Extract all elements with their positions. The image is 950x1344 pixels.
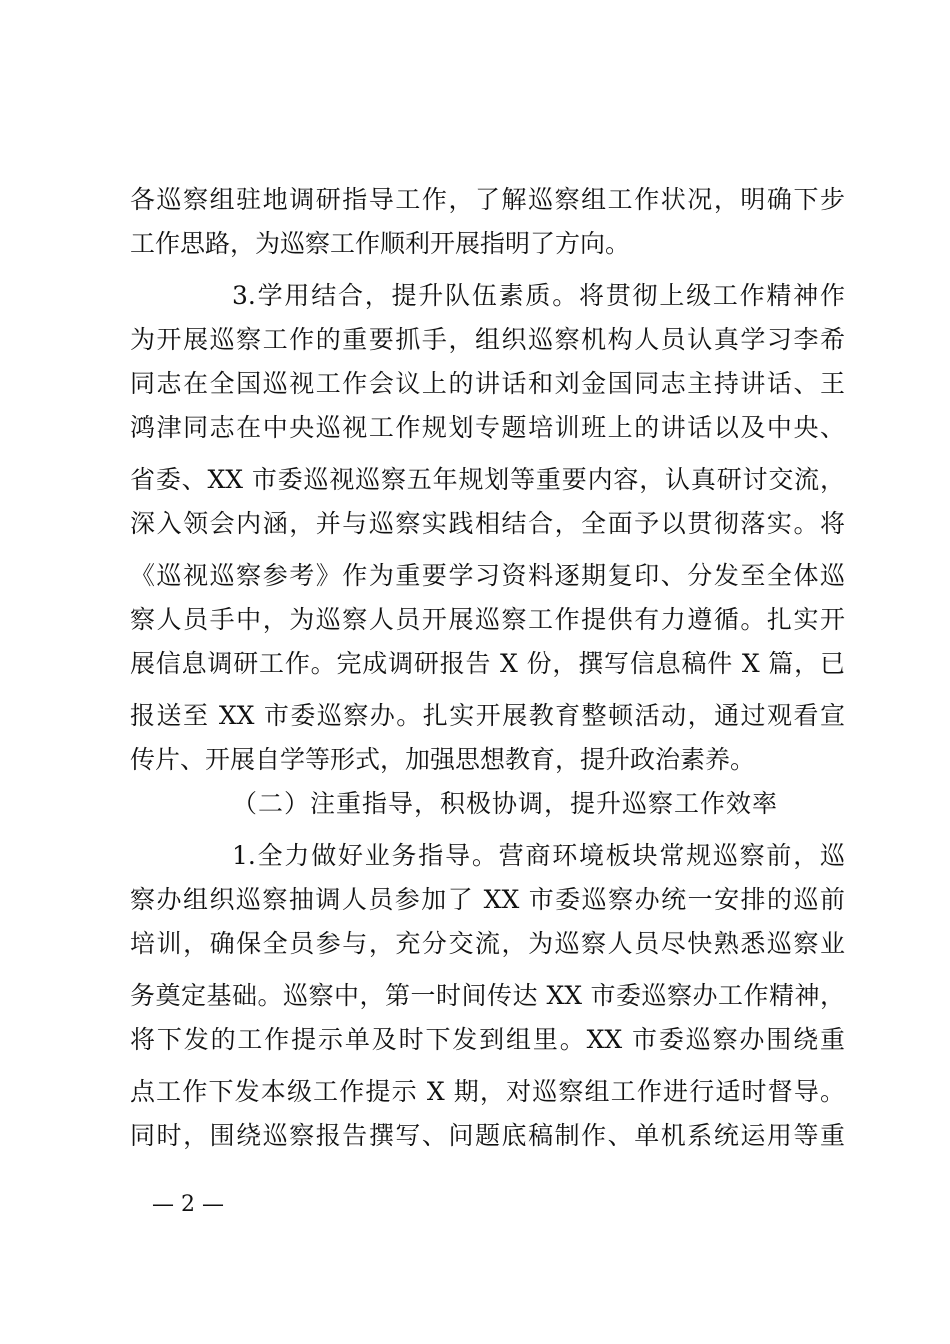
body-text-line: 工作思路，为巡察工作顺利开展指明了方向。: [130, 229, 631, 258]
body-text-line: 《巡视巡察参考》作为重要学习资料逐期复印、分发至全体巡: [130, 561, 845, 590]
body-text-line: 传片、开展自学等形式，加强思想教育，提升政治素养。: [130, 745, 756, 774]
section-item-line: 3.学用结合，提升队伍素质。将贯彻上级工作精神作: [232, 281, 845, 310]
body-text-line: 报送至 XX 市委巡察办。扎实开展教育整顿活动，通过观看宣: [130, 701, 845, 730]
body-text-line: 点工作下发本级工作提示 X 期，对巡察组工作进行适时督导。: [130, 1077, 845, 1106]
body-text-line: 同志在全国巡视工作会议上的讲话和刘金国同志主持讲话、王: [130, 369, 845, 398]
body-text-line: 察办组织巡察抽调人员参加了 XX 市委巡察办统一安排的巡前: [130, 885, 845, 914]
body-text-line: 培训，确保全员参与，充分交流，为巡察人员尽快熟悉巡察业: [130, 929, 845, 958]
body-text-line: 务奠定基础。巡察中，第一时间传达 XX 市委巡察办工作精神，: [130, 981, 845, 1010]
body-text-line: 各巡察组驻地调研指导工作，了解巡察组工作状况，明确下步: [130, 185, 845, 214]
body-text-line: 察人员手中，为巡察人员开展巡察工作提供有力遵循。扎实开: [130, 605, 845, 634]
body-text-line: 为开展巡察工作的重要抓手，组织巡察机构人员认真学习李希: [130, 325, 845, 354]
body-text-line: 省委、XX 市委巡视巡察五年规划等重要内容，认真研讨交流，: [130, 465, 845, 494]
body-text-line: 鸿津同志在中央巡视工作规划专题培训班上的讲话以及中央、: [130, 413, 845, 442]
body-text-line: 将下发的工作提示单及时下发到组里。XX 市委巡察办围绕重: [130, 1025, 845, 1054]
body-text-line: 展信息调研工作。完成调研报告 X 份，撰写信息稿件 X 篇，已: [130, 649, 845, 678]
page-number: — 2 —: [152, 1192, 224, 1217]
section-item-line: 1.全力做好业务指导。营商环境板块常规巡察前，巡: [232, 841, 845, 870]
section-heading: （二）注重指导，积极协调，提升巡察工作效率: [232, 789, 779, 818]
body-text-line: 同时，围绕巡察报告撰写、问题底稿制作、单机系统运用等重: [130, 1121, 845, 1150]
body-text-line: 深入领会内涵，并与巡察实践相结合，全面予以贯彻落实。将: [130, 509, 845, 538]
